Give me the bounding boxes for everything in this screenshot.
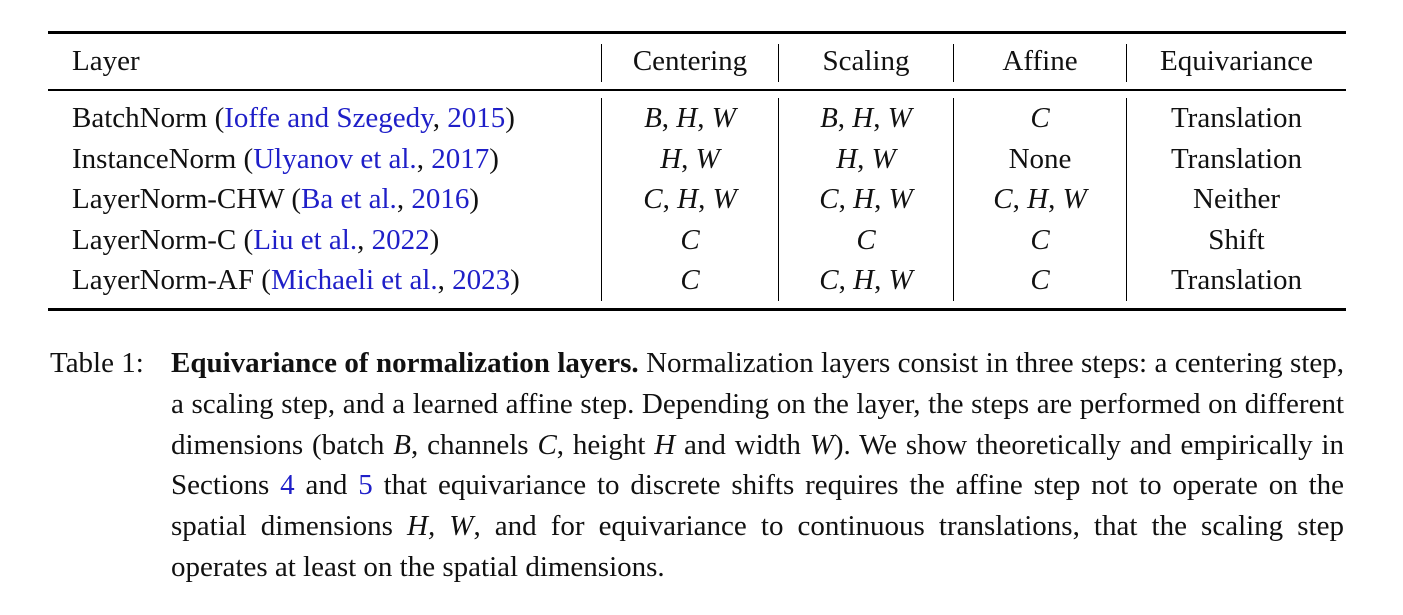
layer-cell: InstanceNorm (Ulyanov et al., 2017) bbox=[72, 142, 499, 175]
caption-label: Table 1: bbox=[50, 347, 144, 379]
layer-cell: LayerNorm-C (Liu et al., 2022) bbox=[72, 223, 440, 256]
scaling-cell: B, H, W bbox=[820, 102, 912, 134]
dimension-symbol: C bbox=[819, 264, 839, 297]
table-top-rule bbox=[48, 31, 1346, 34]
equivariance-cell: Translation bbox=[1170, 264, 1303, 297]
dimension-symbol: H bbox=[660, 142, 682, 175]
header-equivariance: Equivariance bbox=[1160, 45, 1313, 77]
layer-cell: LayerNorm-CHW (Ba et al., 2016) bbox=[72, 183, 479, 216]
layer-cell: BatchNorm (Ioffe and Szegedy, 2015) bbox=[72, 102, 515, 134]
dimension-symbol: H bbox=[853, 183, 875, 216]
dimension-symbol: W bbox=[711, 102, 736, 134]
citation-year-link[interactable]: 2015 bbox=[447, 102, 506, 134]
dimension-value: None bbox=[1008, 142, 1072, 175]
header-centering: Centering bbox=[632, 45, 748, 77]
math-symbol: H, W bbox=[407, 510, 474, 543]
dimension-symbol: W bbox=[871, 142, 896, 175]
caption-text: that equivariance to discrete shifts requires the affine step not to operate on the spatial dimensions bbox=[171, 469, 1345, 543]
affine-cell bbox=[954, 139, 1126, 179]
math-symbol: B bbox=[393, 428, 412, 461]
table-header-rule bbox=[48, 89, 1346, 91]
layer-name: LayerNorm-CHW bbox=[72, 183, 285, 216]
dimension-symbol: C bbox=[643, 183, 663, 216]
caption-text: , height bbox=[556, 428, 655, 461]
layer-name: LayerNorm-AF bbox=[72, 264, 255, 297]
dimension-symbol: H bbox=[677, 183, 699, 216]
citation-link[interactable]: Ulyanov et al. bbox=[253, 142, 417, 175]
dimension-symbol: B bbox=[644, 102, 662, 134]
citation-link[interactable]: Liu et al. bbox=[253, 223, 358, 256]
scaling-cell bbox=[779, 220, 953, 260]
header-scaling: Scaling bbox=[822, 45, 910, 77]
section-ref-link[interactable]: 5 bbox=[358, 469, 373, 502]
header-layer: Layer bbox=[72, 45, 140, 77]
affine-cell: C, H, W bbox=[993, 183, 1087, 216]
centering-cell bbox=[602, 260, 778, 300]
dimension-symbol: C bbox=[1030, 223, 1050, 256]
dimension-symbol: C bbox=[993, 183, 1013, 216]
affine-cell bbox=[954, 98, 1126, 138]
scaling-cell: H, W bbox=[836, 142, 896, 175]
affine-cell bbox=[954, 220, 1126, 260]
math-symbol: W bbox=[809, 428, 834, 461]
dimension-symbol: C bbox=[680, 223, 700, 256]
table-bottom-rule bbox=[48, 308, 1346, 311]
dimension-symbol: H bbox=[836, 142, 858, 175]
layer-name: LayerNorm-C bbox=[72, 223, 237, 256]
caption-title: Equivariance of normalization layers. bbox=[171, 347, 639, 379]
affine-cell bbox=[954, 260, 1126, 300]
caption-text: and width bbox=[675, 428, 810, 461]
caption-body bbox=[171, 343, 1344, 588]
dimension-symbol: B bbox=[820, 102, 838, 134]
caption-text: Normalization layers consist in three steps: a centering step, a scaling step, and a learned affine step. Depending on the layer, the steps are performed on different dimensions (batch bbox=[171, 347, 1345, 461]
section-ref-link[interactable]: 4 bbox=[280, 469, 295, 502]
dimension-symbol: C bbox=[1030, 102, 1050, 134]
caption-text: and bbox=[294, 469, 359, 502]
caption-text: , channels bbox=[411, 428, 538, 461]
equivariance-cell: Neither bbox=[1193, 183, 1280, 216]
centering-cell: B, H, W bbox=[644, 102, 736, 134]
citation-year-link[interactable]: 2016 bbox=[411, 183, 470, 216]
centering-cell bbox=[602, 220, 778, 260]
caption-text: , and for equivariance to continuous translations, that the scaling step operates at least on the spatial dimensions. bbox=[171, 510, 1344, 583]
dimension-symbol: H bbox=[676, 102, 698, 134]
layer-name: BatchNorm bbox=[72, 102, 208, 134]
math-symbol: C bbox=[537, 428, 557, 461]
caption-text: ). We show theoretically and empirically in Sections bbox=[171, 428, 1344, 502]
equivariance-cell: Shift bbox=[1208, 223, 1265, 256]
layer-cell: LayerNorm-AF (Michaeli et al., 2023) bbox=[72, 264, 520, 297]
citation-year-link[interactable]: 2022 bbox=[371, 223, 430, 256]
dimension-symbol: W bbox=[695, 142, 720, 175]
citation-link[interactable]: Ioffe and Szegedy bbox=[224, 102, 433, 134]
math-symbol: H bbox=[654, 428, 676, 461]
citation-year-link[interactable]: 2023 bbox=[452, 264, 511, 297]
dimension-symbol: C bbox=[680, 264, 700, 297]
equivariance-cell: Translation bbox=[1170, 142, 1303, 175]
header-affine: Affine bbox=[1002, 45, 1078, 77]
dimension-symbol: H bbox=[1027, 183, 1049, 216]
layer-name: InstanceNorm bbox=[72, 142, 237, 175]
dimension-symbol: W bbox=[888, 183, 913, 216]
citation-link[interactable]: Ba et al. bbox=[300, 183, 397, 216]
centering-cell: H, W bbox=[660, 142, 720, 175]
dimension-symbol: W bbox=[887, 102, 912, 134]
scaling-cell: C, H, W bbox=[819, 264, 913, 297]
equivariance-cell: Translation bbox=[1170, 102, 1303, 134]
centering-cell: C, H, W bbox=[643, 183, 737, 216]
dimension-symbol: W bbox=[1062, 183, 1087, 216]
citation-year-link[interactable]: 2017 bbox=[431, 142, 490, 175]
scaling-cell: C, H, W bbox=[819, 183, 913, 216]
dimension-symbol: H bbox=[852, 102, 874, 134]
citation-link[interactable]: Michaeli et al. bbox=[270, 264, 438, 297]
dimension-symbol: C bbox=[856, 223, 876, 256]
dimension-symbol: H bbox=[853, 264, 875, 297]
dimension-symbol: W bbox=[712, 183, 737, 216]
dimension-symbol: C bbox=[1030, 264, 1050, 297]
dimension-symbol: C bbox=[819, 183, 839, 216]
dimension-symbol: W bbox=[888, 264, 913, 297]
